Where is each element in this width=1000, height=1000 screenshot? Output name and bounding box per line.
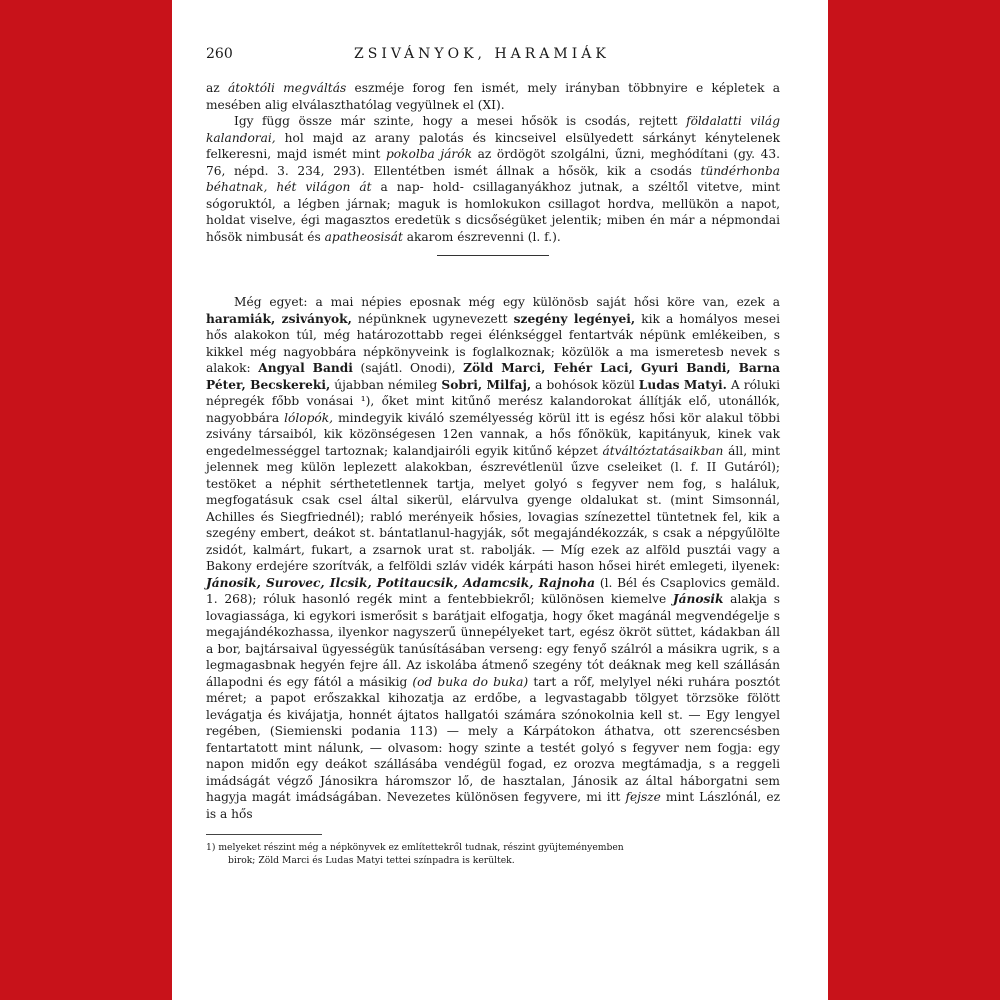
section-divider [437, 255, 549, 256]
paragraph-3: Még egyet: a mai népies eposnak még egy különösb saját hősi köre van, ezek a haramiák, zsiványok, népünknek ugynevezett szegény legényei, kik a homályos mesei hős alakokon túl, még határozottabb regei élénkséggel fentartvák népünk emlékeiben, s kikkel még nagyobbára népkönyveink is foglalkoznak; közülök a ma ismeretesb nevek s alakok: Angyal Bandi (sajátl. Onodi), Zöld Marci, Fehér Laci, Gyuri Bandi, Barna Péter, Becskereki, újabban némileg Sobri, Milfaj, a bohósok közül Ludas Matyi. A róluki népregék főbb vonásai ¹), őket mint kitűnő merész kalandorokat állítják elő, utonállók, nagyobbára lólopók, mindegyik kiváló személyesség körül itt is egész hősi kör alakul többi zsivány társaiból, kik közönségesen 12en vannak, a hős főnökük, kapitányuk, kinek vak engedelmességgel tartoznak; kalandjairóli egyik kitűnő képzet átváltóztatásaikban áll, mint jelennek meg külön leplezett alakokban, észrevétlenül űzve cseleiket (l. f. II Gutáról); testöket a néphit sérthetetlennek tartja, melyet golyó s fegyver nem fog, s haláluk, megfogatásuk csak csel által sikerül, elárvulva gyenge oldalukat st. (mint Simsonnál, Achilles és Siegfriednél); rabló merényeik hősies, lovagias színezettel tüntetnek fel, kik a szegény embert, deákot st. bántatlanul-hagyják, sőt megajándékozzák, s csak a népgyűlölte zsidót, kalmárt, fukart, a zsarnok urat st. rabolják. — Míg ezek az alföld pusztái vagy a Bakony erdejére szorítvák, a felföldi szláv vidék kárpáti hason hősei hirét emlegeti, ilyenek: Jánosik, Surovec, Ilcsik, Potitaucsik, Adamcsik, Rajnoha (l. Bél és Csaplovics gemäld. 1. 268); róluk hasonló regék mint a fentebbiekről; különösen kiemelve Jánosik alakja s lovagiassága, ki egykori ismerősit s barátjait elfogatja, hogy őket magánál megvendégelje s megajándékozhassa, ilyenkor nagyszerű ünnepélyeket tart, egész ökröt süttet, kádakban áll a bor, bajtársaival ügyességük tanúsításában verseng: egy fenyő szálról a másikra ugrik, s a legmagasbnak hegyén fejre áll. Az iskolába átmenő szegény tót deáknak meg kell szállásán állapodni és egy fától a másikig (od buka do buka) tart a rőf, melylyel néki ruhára posztót méret; a papot erőszakkal kihozatja az erdőbe, a legvastagabb tölgyet törzsöke fölött levágatja és kivájatja, honnét ájtatos hallgatói számára szónokolnia kell st. — Egy lengyel regében, (Siemienski podania 113) — mely a Kárpátokon áthatva, ott szerencsésben fentartatott mint nálunk, — olvasom: hogy szinte a testét golyó s fegyver nem fogja: egy napon midőn egy deákot szállásába vendégül fogad, ez orozva megtámadja, s a reggeli imádságát végző Jánosikra háromszor lő, de hasztalan, Jánosik az által háborgatni sem hagyja magát imádságában. Nevezetes különösen fegyvere, mi itt fejsze mint Lászlónál, ez is a hős [206, 295, 781, 821]
footnote-rule [206, 834, 322, 835]
footnote [206, 834, 780, 867]
paragraph-2: Igy függ össze már szinte, hogy a mesei hősök is csodás, rejtett földalatti világ kalandorai, hol majd az arany palotás és kincseivel elsülyedett sárkányt kénytelenek felkeresni, majd ismét mint pokolba járók az ördögöt szolgálni, űzni, meghódítani (gy. 43. 76, népd. 3. 234, 293). Ellentétben ismét állnak a hősök, kik a csodás tündérhonba béhatnak, hét világon át a nap- hold- csillaganyákhoz jutnak, a széltől vitetve, mint sógoruktól, a légben járnak; maguk is homlokukon csillagot hordva, mellükön a napot, holdat viselve, égi magasztos eredetük s dicsőségüket jelentik; miben én már a népmondai hősök nimbusát és apatheosisát akarom észrevenni (l. f.). [206, 114, 781, 244]
page-number: 260 [206, 46, 233, 62]
running-title: ZSIVÁNYOK, HARAMIÁK [354, 46, 610, 62]
paragraph-1: az átoktóli megváltás eszméje forog fen ismét, mely irányban többnyire e képletek a mesében alig elválaszthatólag vegyülnek el (XI). [206, 81, 781, 112]
footnote-line-1: 1) melyeket részint még a népkönyvek ez említettekről tudnak, részint gyüjteményemben [206, 842, 624, 853]
running-head [206, 46, 780, 62]
footnote-line-2: birok; Zöld Marci és Ludas Matyi tettei színpadra is kerültek. [228, 855, 515, 866]
book-page [172, 0, 828, 1000]
